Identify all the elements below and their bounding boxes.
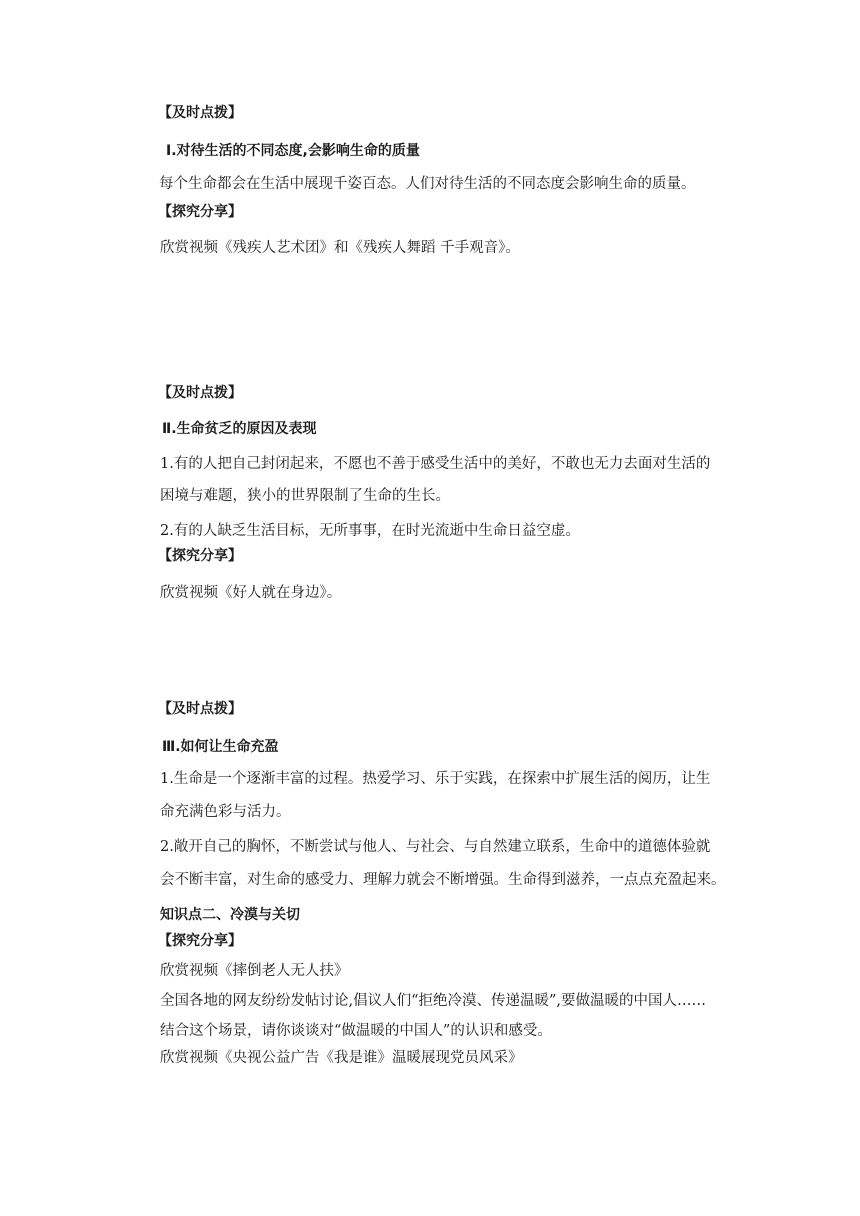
list-item-line: 1.有的人把自己封闭起来，不愿也不善于感受生活中的美好，不敢也无力去面对生活的	[160, 456, 711, 472]
list-item-line: 困境与难题，狭小的世界限制了生命的生长。	[160, 488, 450, 504]
text-line: 结合这个场景，请你谈谈对“做温暖的中国人”的认识和感受。	[160, 1023, 552, 1039]
explore-label: 【探究分享】	[158, 548, 242, 564]
knowledge-heading: 知识点二、冷漠与关切	[160, 907, 300, 923]
explore-text: 欣赏视频《残疾人艺术团》和《残疾人舞蹈 千手观音》。	[160, 240, 520, 256]
section-heading: Ⅱ.生命贫乏的原因及表现	[162, 421, 317, 437]
list-item-line: 会不断丰富，对生命的感受力、理解力就会不断增强。生命得到滋养，一点点充盈起来。	[160, 872, 726, 888]
explore-label: 【探究分享】	[158, 204, 242, 220]
explore-text: 欣赏视频《好人就在身边》。	[160, 585, 342, 601]
explore-label: 【探究分享】	[158, 933, 242, 949]
text-line: 欣赏视频《央视公益广告《我是谁》温暖展现党员风采》	[160, 1050, 523, 1066]
paragraph: 每个生命都会在生活中展现千姿百态。人们对待生活的不同态度会影响生命的质量。	[159, 176, 696, 192]
tip-label: 【及时点拨】	[158, 701, 242, 717]
section-heading: Ⅰ.对待生活的不同态度,会影响生命的质量	[166, 143, 420, 159]
list-item-line: 2.敞开自己的胸怀，不断尝试与他人、与社会、与自然建立联系，生命中的道德体验就	[160, 839, 711, 855]
tip-label: 【及时点拨】	[158, 105, 242, 121]
list-item-line: 1.生命是一个逐渐丰富的过程。热爱学习、乐于实践，在探索中扩展生活的阅历，让生	[160, 771, 711, 787]
section-heading: Ⅲ.如何让生命充盈	[162, 739, 279, 755]
list-item-line: 2.有的人缺乏生活目标，无所事事，在时光流逝中生命日益空虚。	[160, 523, 580, 539]
tip-label: 【及时点拨】	[158, 385, 242, 401]
text-line: 全国各地的网友纷纷发帖讨论,倡议人们“拒绝冷漠、传递温暖”,要做温暖的中国人……	[160, 993, 707, 1009]
list-item-line: 命充满色彩与活力。	[160, 804, 291, 820]
text-line: 欣赏视频《摔倒老人无人扶》	[160, 963, 349, 979]
